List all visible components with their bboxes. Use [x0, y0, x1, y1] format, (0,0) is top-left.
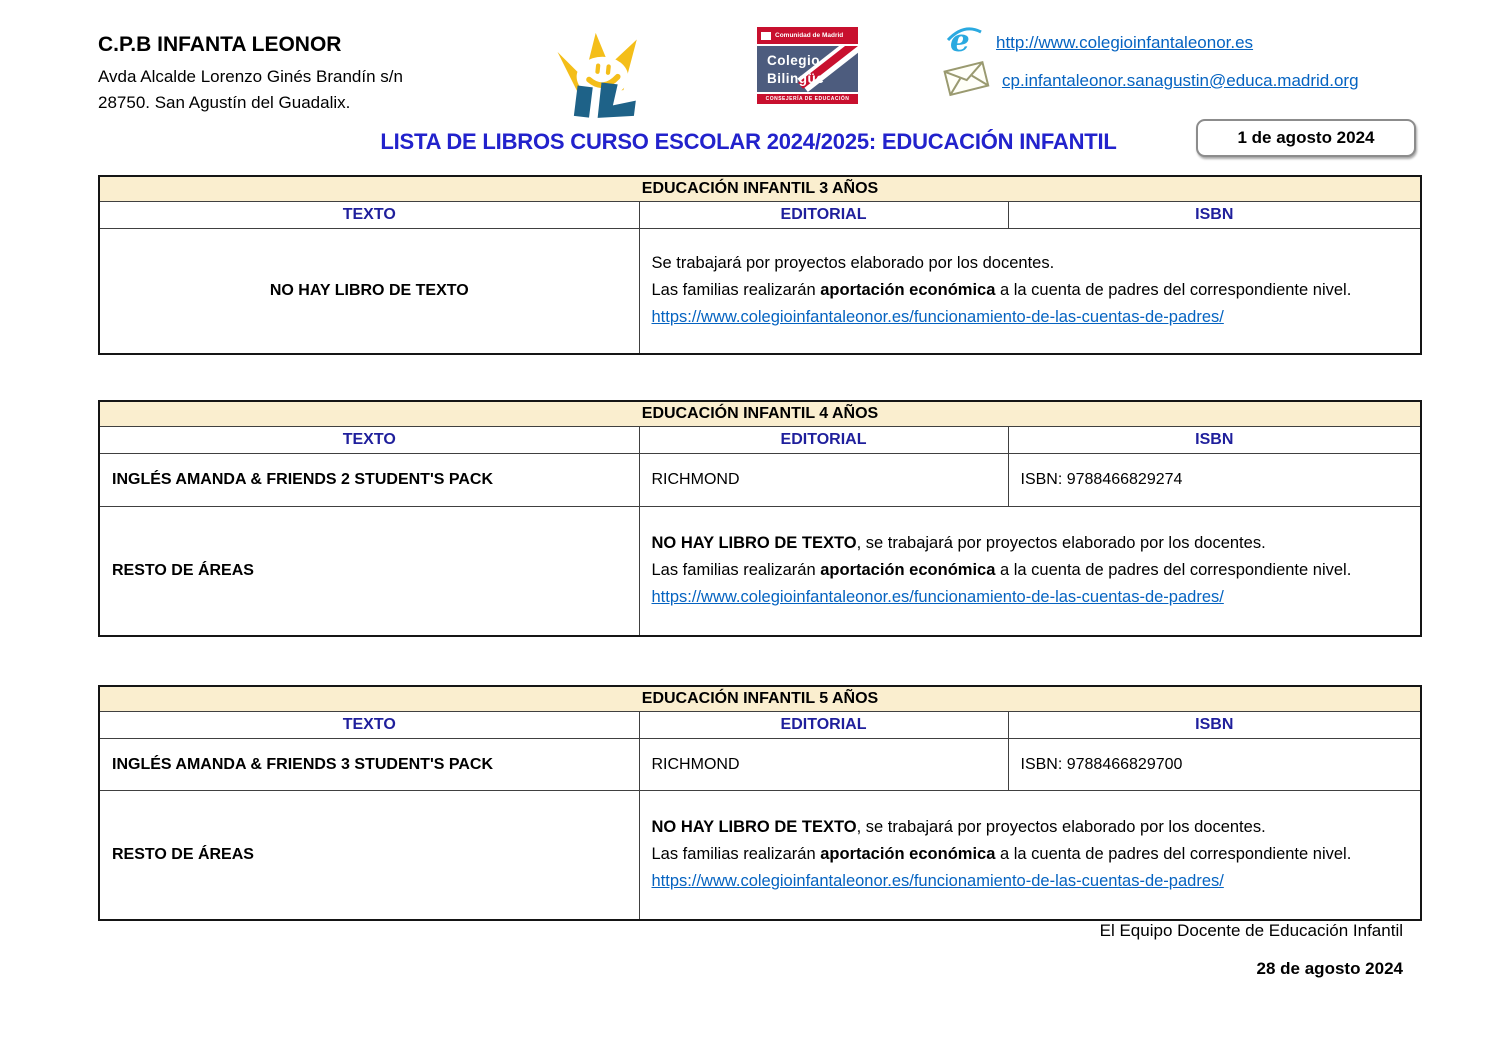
school-address-line1: Avda Alcalde Lorenzo Ginés Brandín s/n — [98, 67, 403, 86]
page-title: LISTA DE LIBROS CURSO ESCOLAR 2024/2025: EDUCACIÓN INFANTIL — [380, 129, 1117, 154]
table-row — [99, 229, 1421, 354]
email-row — [946, 64, 1359, 97]
column-header-editorial: EDITORIAL — [639, 712, 1008, 739]
table-row-book — [99, 454, 1421, 507]
column-header-isbn: ISBN — [1008, 712, 1421, 739]
note-line-1: Se trabajará por proyectos elaborado por los docentes. — [651, 254, 1055, 273]
column-header-editorial: EDITORIAL — [639, 202, 1008, 229]
note-line-1: NO HAY LIBRO DE TEXTO, se trabajará por proyectos elaborado por los docentes. — [651, 534, 1266, 553]
cuentas-de-padres-link[interactable]: https://www.colegioinfantaleonor.es/funcionamiento-de-las-cuentas-de-padres/ — [651, 308, 1224, 327]
school-name: C.P.B INFANTA LEONOR — [98, 33, 342, 56]
texto-cell: INGLÉS AMANDA & FRIENDS 3 STUDENT'S PACK — [99, 739, 639, 791]
column-header-isbn: ISBN — [1008, 202, 1421, 229]
email-link[interactable]: cp.infantaleonor.sanagustin@educa.madrid.org — [1002, 70, 1359, 90]
school-info — [98, 33, 403, 116]
texto-cell: INGLÉS AMANDA & FRIENDS 2 STUDENT'S PACK — [99, 454, 639, 507]
editorial-cell: RICHMOND — [639, 739, 1008, 791]
column-header-texto: TEXTO — [99, 712, 639, 739]
website-row — [946, 23, 1359, 59]
table-title: EDUCACIÓN INFANTIL 5 AÑOS — [99, 686, 1421, 712]
envelope-icon — [943, 60, 991, 101]
table-row-note — [99, 791, 1421, 920]
comunidad-de-madrid-label: Comunidad de Madrid — [775, 32, 844, 39]
note-line-1: NO HAY LIBRO DE TEXTO, se trabajará por proyectos elaborado por los docentes. — [651, 818, 1266, 837]
cuentas-de-padres-link[interactable]: https://www.colegioinfantaleonor.es/funcionamiento-de-las-cuentas-de-padres/ — [651, 588, 1224, 607]
svg-text:e: e — [950, 23, 970, 57]
table-infantil-4 — [98, 400, 1422, 637]
isbn-cell: ISBN: 9788466829700 — [1008, 739, 1421, 791]
consejeria-band: CONSEJERÍA DE EDUCACIÓN — [757, 94, 858, 104]
texto-cell: RESTO DE ÁREAS — [99, 507, 639, 636]
note-cell — [639, 791, 1421, 920]
cuentas-de-padres-link[interactable]: https://www.colegioinfantaleonor.es/funcionamiento-de-las-cuentas-de-padres/ — [651, 872, 1224, 891]
editorial-cell: RICHMOND — [639, 454, 1008, 507]
colegio-bilingue-logo — [757, 27, 858, 106]
note-line-2: Las familias realizarán aportación económica a la cuenta de padres del correspondiente nivel. — [651, 281, 1352, 300]
internet-explorer-icon — [946, 23, 982, 62]
signature-line: El Equipo Docente de Educación Infantil — [1099, 921, 1403, 940]
footer-date: 28 de agosto 2024 — [1256, 959, 1403, 978]
note-line-2: Las familias realizarán aportación económica a la cuenta de padres del correspondiente nivel. — [651, 561, 1352, 580]
table-infantil-5 — [98, 685, 1422, 921]
texto-cell: NO HAY LIBRO DE TEXTO — [99, 229, 639, 354]
note-cell — [639, 229, 1421, 354]
column-header-isbn: ISBN — [1008, 427, 1421, 454]
column-header-texto: TEXTO — [99, 202, 639, 229]
colegio-bilingue-box — [757, 46, 858, 92]
note-line-3 — [652, 304, 1409, 331]
colegio-bilingue-label: Colegio Bilingüe — [767, 53, 825, 86]
madrid-flag-icon — [761, 32, 771, 40]
note-line-2: Las familias realizarán aportación económica a la cuenta de padres del correspondiente nivel. — [651, 845, 1352, 864]
note-line-3 — [652, 868, 1409, 895]
table-title: EDUCACIÓN INFANTIL 3 AÑOS — [99, 176, 1421, 202]
school-address-line2: 28750. San Agustín del Guadalix. — [98, 93, 351, 112]
table-row-note — [99, 507, 1421, 636]
table-infantil-3 — [98, 175, 1422, 355]
contact-links — [946, 23, 1359, 102]
note-cell — [639, 507, 1421, 636]
table-row-book — [99, 739, 1421, 791]
column-header-texto: TEXTO — [99, 427, 639, 454]
texto-cell: RESTO DE ÁREAS — [99, 791, 639, 920]
isbn-cell: ISBN: 9788466829274 — [1008, 454, 1421, 507]
note-line-3 — [652, 584, 1409, 611]
date-badge: 1 de agosto 2024 — [1196, 119, 1416, 157]
column-header-editorial: EDITORIAL — [639, 427, 1008, 454]
table-title: EDUCACIÓN INFANTIL 4 AÑOS — [99, 401, 1421, 427]
comunidad-de-madrid-band — [757, 27, 858, 44]
website-link[interactable]: http://www.colegioinfantaleonor.es — [996, 32, 1254, 52]
infanta-leonor-crown-logo-icon — [548, 25, 653, 124]
